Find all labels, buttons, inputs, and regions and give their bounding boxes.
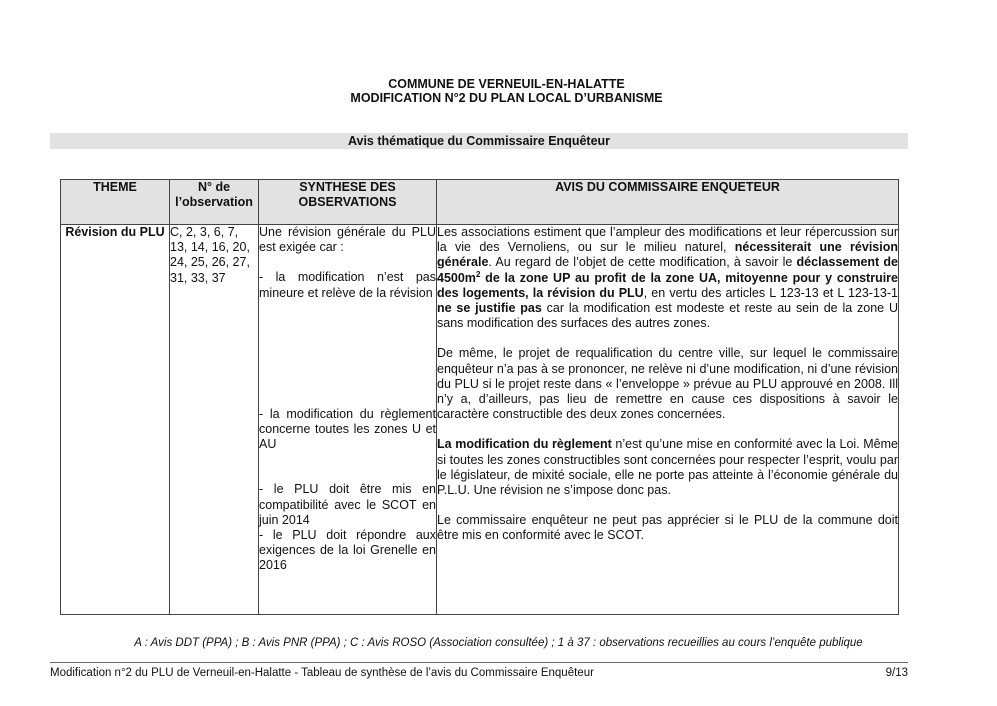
table-header-row	[61, 180, 899, 225]
synthesis-item: - le PLU doit être mis en compatibilité avec le SCOT en juin 2014	[259, 482, 436, 527]
table-footnote: A : Avis DDT (PPA) ; B : Avis PNR (PPA) ; C : Avis ROSO (Association consultée) ; 1 à 37 : observations recueillies au cours l’enquête publique	[134, 637, 863, 649]
synthesis-item: Une révision générale du PLU est exigée car :	[259, 225, 436, 255]
header-synth-line2: OBSERVATIONS	[298, 195, 397, 210]
header-observation-number	[170, 180, 259, 225]
header-theme: THEME	[61, 180, 170, 225]
cell-theme: Révision du PLU	[61, 225, 170, 615]
section-band-title: Avis thématique du Commissaire Enquêteur	[50, 133, 908, 149]
avis-paragraph-3: La modification du règlement n’est qu’une mise en conformité avec la Loi. Même si toutes les zones constructibles sont concernées pour respecter l’esprit, voulu par le législateur, de mixité sociale, elle ne porte pas atteinte à l’économie générale du P.L.U. Une révision ne s’impose donc pas.	[437, 437, 898, 498]
cell-synthesis	[259, 225, 437, 615]
footer-text: Modification n°2 du PLU de Verneuil-en-Halatte - Tableau de synthèse de l’avis du Commissaire Enquêteur	[50, 667, 594, 679]
header-synthesis	[259, 180, 437, 225]
cell-avis	[437, 225, 899, 615]
header-obs-line1: N° de	[197, 180, 231, 194]
header-avis: AVIS DU COMMISSAIRE ENQUETEUR	[437, 180, 899, 225]
avis-paragraph-1: Les associations estiment que l’ampleur des modifications et leur répercussion sur la vie des Vernoliens, ou sur le milieu naturel, nécessiterait une révision générale. Au regard de l’objet de cette modification, à savoir le déclassement de $4500m^2$ de la zone UP au profit de la zone UA, mitoyenne pour y construire des logements, la révision du PLU, en vertu des articles L 123-13 et L 123-13-1 ne se justifie pas car la modification est modeste et reste au sein de la zone U sans modification des surfaces des autres zones.	[437, 225, 899, 331]
document-title: COMMUNE DE VERNEUIL-EN-HALATTE	[388, 77, 625, 91]
synthesis-item: - le PLU doit répondre aux exigences de la loi Grenelle en 2016	[259, 528, 436, 573]
avis-paragraph-4: Le commissaire enquêteur ne peut pas apprécier si le PLU de la commune doit être mis en conformité avec le SCOT.	[437, 513, 898, 543]
footer-divider	[50, 662, 908, 663]
cell-observations: C, 2, 3, 6, 7, 13, 14, 16, 20, 24, 25, 26, 27, 31, 33, 37	[170, 225, 259, 615]
header-synth-line1: SYNTHESE DES	[299, 180, 396, 194]
avis-paragraph-2: De même, le projet de requalification du centre ville, sur lequel le commissaire enquêteur n’a pas à se prononcer, ne relève ni d’une modification, ni d’une révision du PLU si le projet reste dans « l’enveloppe » prévue au PLU approuvé en 2008. Ill n’y a, d’ailleurs, pas lieu de remettre en cause ces dispositions à savoir le caractère constructible des deux zones concernées.	[437, 346, 898, 422]
document-subtitle: MODIFICATION N°2 DU PLAN LOCAL D’URBANISME	[350, 91, 663, 105]
header-obs-line2: l’observation	[175, 195, 253, 210]
page-number: 9/13	[885, 667, 908, 679]
synthesis-item: - la modification n’est pas mineure et relève de la révision	[259, 270, 436, 300]
synthesis-table	[60, 179, 899, 615]
table-row	[61, 225, 899, 615]
synthesis-item: - la modification du règlement concerne toutes les zones U et AU	[259, 406, 436, 452]
